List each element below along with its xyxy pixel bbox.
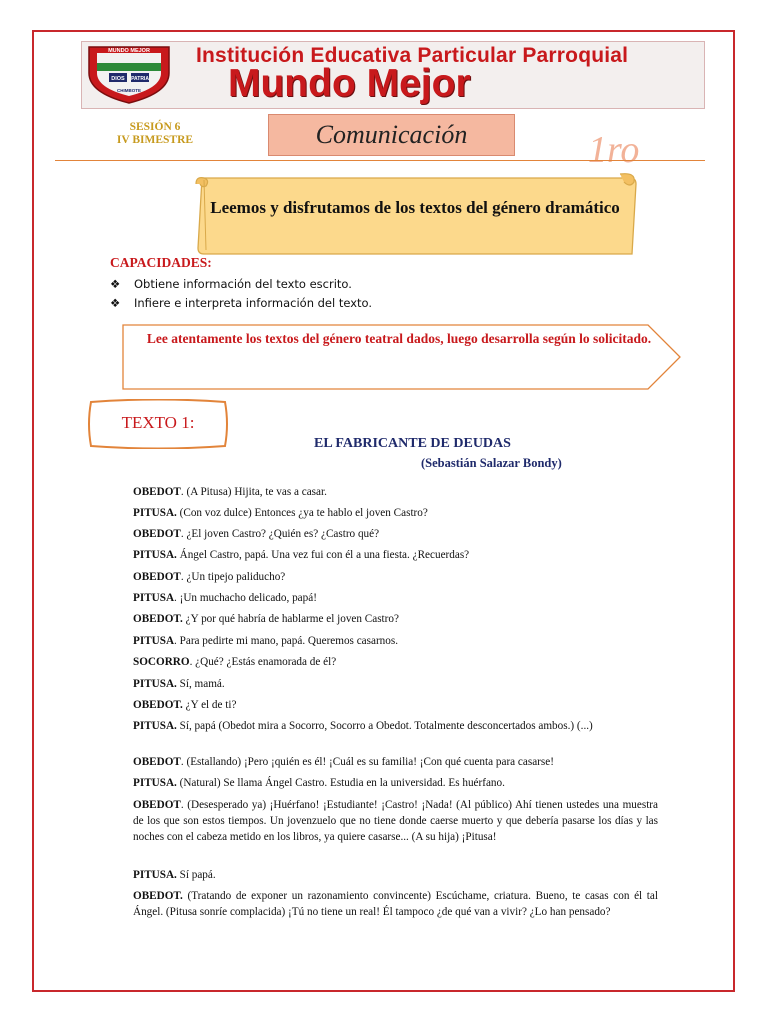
dialogue-line: PITUSA. ¡Un muchacho delicado, papá! xyxy=(133,592,317,604)
diamond-bullet-icon: ❖ xyxy=(110,277,121,291)
capacidades-list xyxy=(110,275,372,313)
subject-title: Comunicación xyxy=(268,114,515,156)
dialogue-line: SOCORRO. ¿Qué? ¿Estás enamorada de él? xyxy=(133,656,337,668)
list-item: ❖ Infiere e interpreta información del texto. xyxy=(110,294,372,313)
lesson-title: Leemos y disfrutamos de los textos del género dramático xyxy=(210,198,620,217)
dialogue-line: OBEDOT. ¿Un tipejo paliducho? xyxy=(133,571,286,583)
dialogue-line: OBEDOT. ¿Y el de ti? xyxy=(133,699,237,711)
dialogue-line: PITUSA. (Natural) Se llama Ángel Castro. Estudia en la universidad. Es huérfano. xyxy=(133,777,505,789)
capacidades-heading: CAPACIDADES: xyxy=(110,255,212,270)
svg-text:DIOS: DIOS xyxy=(111,76,125,82)
instruction-text: Lee atentamente los textos del género teatral dados, luego desarrolla según lo solicitado. xyxy=(146,331,652,346)
dialogue-line: PITUSA. Sí papá. xyxy=(133,869,216,881)
bimester: IV BIMESTRE xyxy=(116,134,194,146)
institution-name: Institución Educativa Particular Parroquial xyxy=(196,44,629,67)
svg-text:PATRIA: PATRIA xyxy=(131,76,149,82)
dialogue-line: OBEDOT. ¿Y por qué habría de hablarme el joven Castro? xyxy=(133,613,399,625)
dialogue-line: OBEDOT. (Tratando de exponer un razonamiento convincente) Escúchame, criatura. Bueno, te casas con él tal Ángel. (Pitusa sonríe complacida) ¡Tú no tiene un real! Él tampoco ¿de qué van a vivir? ¿Lo han pensado? xyxy=(133,890,658,918)
dialogue-line: PITUSA. Sí, mamá. xyxy=(133,678,225,690)
header-divider xyxy=(55,160,705,161)
dialogue-line: PITUSA. Ángel Castro, papá. Una vez fui con él a una fiesta. ¿Recuerdas? xyxy=(133,549,470,561)
dialogue-line: OBEDOT. (A Pitusa) Hijita, te vas a casar. xyxy=(133,486,327,498)
dialogue-line: PITUSA. Sí, papá (Obedot mira a Socorro, Socorro a Obedot. Totalmente desconcertados ambos.) (...) xyxy=(133,720,593,732)
dialogue-line: OBEDOT. (Estallando) ¡Pero ¡quién es él! ¡Cuál es su familia! ¡Con qué cuenta para casarse! xyxy=(133,756,554,768)
svg-text:MUNDO MEJOR: MUNDO MEJOR xyxy=(108,48,150,54)
svg-text:CHIMBOTE: CHIMBOTE xyxy=(117,88,141,93)
dialogue-line: PITUSA. (Con voz dulce) Entonces ¿ya te hablo el joven Castro? xyxy=(133,507,428,519)
list-item: ❖ Obtiene información del texto escrito. xyxy=(110,275,372,294)
school-name: Mundo Mejor xyxy=(228,62,471,105)
session-info xyxy=(105,121,205,147)
diamond-bullet-icon: ❖ xyxy=(110,296,121,310)
session-number: SESIÓN 6 xyxy=(129,121,181,133)
grade-label: 1ro xyxy=(588,129,640,171)
school-shield-logo xyxy=(83,43,175,105)
text-label: TEXTO 1: xyxy=(121,413,195,432)
dialogue-line: OBEDOT. (Desesperado ya) ¡Huérfano! ¡Estudiante! ¡Castro! ¡Nada! (Al público) Ahí tienen ustedes una muestra de los que son estos tiempos. Un jovenzuelo que no tiene donde caerse muerto y que debería pasarse los días y las noches con el cabeza metido en los libros, ya quiere casarse... (A su hija) ¡Pitusa! xyxy=(133,799,658,843)
dialogue-line: PITUSA. Para pedirte mi mano, papá. Queremos casarnos. xyxy=(133,635,399,647)
dialogue-line: OBEDOT. ¿El joven Castro? ¿Quién es? ¿Castro qué? xyxy=(133,528,380,540)
play-author: (Sebastián Salazar Bondy) xyxy=(421,456,562,470)
play-title: EL FABRICANTE DE DEUDAS xyxy=(314,436,511,451)
